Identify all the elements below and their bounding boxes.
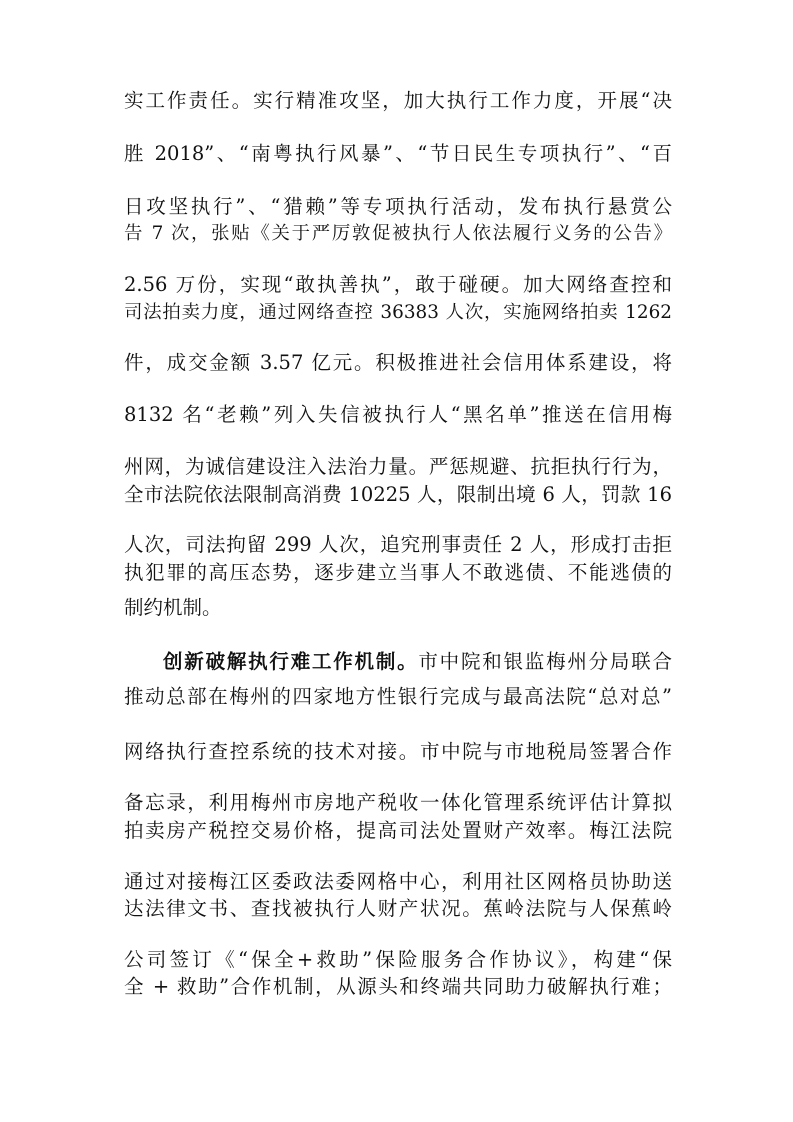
paragraph-heading: 创新破解执行难工作机制。 xyxy=(163,650,419,673)
text-line xyxy=(163,649,672,675)
text-line: 通过对接梅江区委政法委网格中心，利用社区网格员协助送 xyxy=(124,870,672,893)
text-line: 拍卖房产税控交易价格，提高司法处置财产效率。梅江法院 xyxy=(124,819,672,842)
text-line: 人次，司法拘留 299 人次，追究刑事责任 2 人，形成打击拒 xyxy=(124,533,672,556)
text-line: 司法拍卖力度，通过网络查控 36383 人次，实施网络拍卖 1262 xyxy=(124,302,672,323)
heading-continuation: 市中院和银监梅州分局联合 xyxy=(418,650,672,673)
text-line: 网络执行查控系统的技术对接。市中院与市地税局签署合作 xyxy=(124,740,672,763)
text-line: 胜 2018”、“南粤执行风暴”、“节日民生专项执行”、“百 xyxy=(124,142,672,165)
text-line: 8132 名“老赖”列入失信被执行人“黑名单”推送在信用梅 xyxy=(124,403,672,426)
text-line: 全 + 救助”合作机制，从源头和终端共同助力破解执行难； xyxy=(124,975,672,998)
text-line: 告 7 次，张贴《关于严厉敦促被执行人依法履行义务的公告》 xyxy=(124,223,672,244)
text-line: 件，成交金额 3.57 亿元。积极推进社会信用体系建设，将 xyxy=(124,351,672,374)
text-line: 实工作责任。实行精准攻坚，加大执行工作力度，开展“决 xyxy=(124,89,672,112)
text-line: 州网，为诚信建设注入法治力量。严惩规避、抗拒执行行为， xyxy=(124,455,672,478)
text-line: 制约机制。 xyxy=(124,596,222,619)
text-line: 公司签订《“保全+救助”保险服务合作协议》，构建“保 xyxy=(124,948,672,971)
text-line: 执犯罪的高压态势，逐步建立当事人不敢逃债、不能逃债的 xyxy=(124,561,672,584)
text-line: 全市法院依法限制高消费 10225 人，限制出境 6 人，罚款 16 xyxy=(124,483,672,506)
text-line: 备忘录，利用梅州市房地产税收一体化管理系统评估计算拟 xyxy=(124,791,672,814)
text-line: 达法律文书、查找被执行人财产状况。蕉岭法院与人保蕉岭 xyxy=(124,897,672,920)
text-line: 日攻坚执行”、“猎赖”等专项执行活动，发布执行悬赏公 xyxy=(124,195,672,218)
text-line: 2.56 万份，实现“敢执善执”，敢于碰硬。加大网络查控和 xyxy=(124,273,672,296)
text-line: 推动总部在梅州的四家地方性银行完成与最高法院“总对总” xyxy=(124,685,672,708)
